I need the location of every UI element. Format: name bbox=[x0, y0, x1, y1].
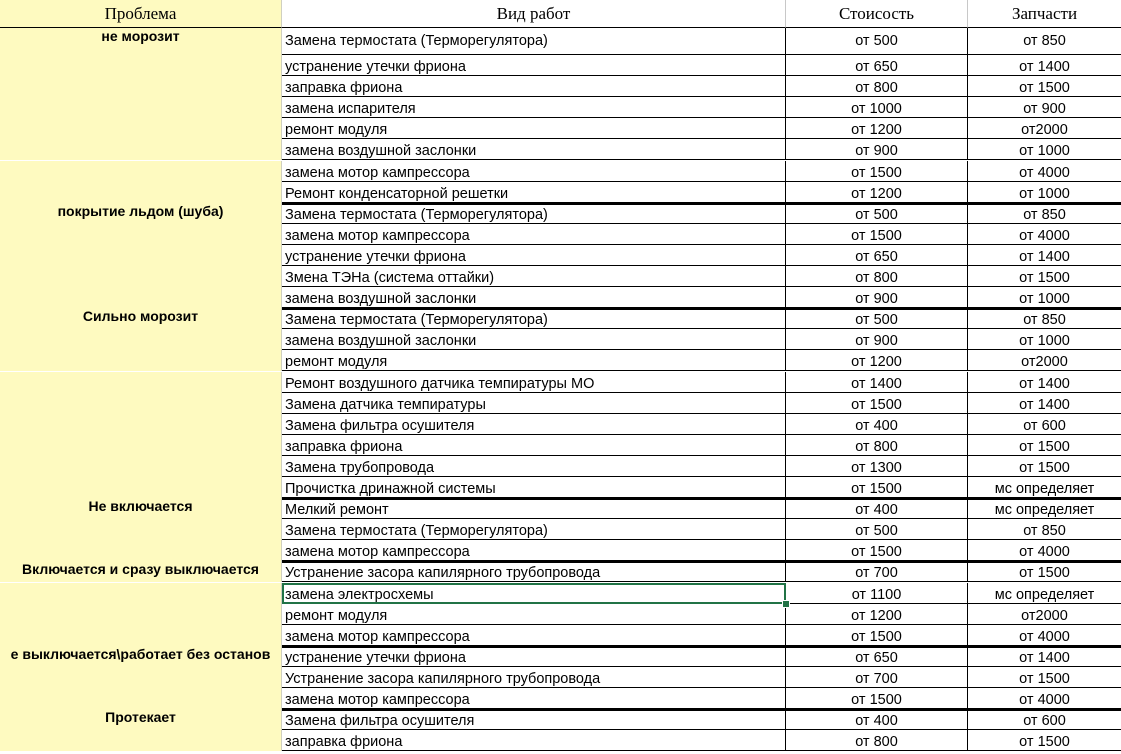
table-row bbox=[0, 625, 1121, 646]
work-type-cell[interactable]: Замена фильтра осушителя bbox=[282, 709, 786, 730]
cost-cell[interactable]: от 1200 bbox=[786, 118, 968, 139]
fill-handle[interactable] bbox=[782, 600, 790, 608]
parts-cell[interactable]: мс определяет bbox=[968, 583, 1121, 604]
cost-cell[interactable]: от 1500 bbox=[786, 477, 968, 498]
table-row bbox=[0, 372, 1121, 393]
parts-cell[interactable]: от 600 bbox=[968, 414, 1121, 435]
cost-cell[interactable]: от 1000 bbox=[786, 97, 968, 118]
table-row bbox=[0, 161, 1121, 182]
selected-cell[interactable]: замена электросхемы bbox=[282, 583, 786, 604]
parts-cell[interactable]: от 4000 bbox=[968, 224, 1121, 245]
table-row bbox=[0, 477, 1121, 498]
cost-cell[interactable]: от 900 bbox=[786, 287, 968, 308]
work-type-cell[interactable]: Замена термостата (Терморегулятора) bbox=[282, 203, 786, 224]
table-row bbox=[0, 97, 1121, 118]
parts-cell[interactable]: от 600 bbox=[968, 709, 1121, 730]
cost-cell[interactable]: от 500 bbox=[786, 28, 968, 55]
table-row bbox=[0, 139, 1121, 160]
work-type-cell[interactable]: замена воздушной заслонки bbox=[282, 287, 786, 308]
parts-cell[interactable]: от 850 bbox=[968, 519, 1121, 540]
problem-cell-empty[interactable] bbox=[0, 625, 282, 646]
problem-cell-empty[interactable] bbox=[0, 97, 282, 118]
parts-cell[interactable]: от 850 bbox=[968, 308, 1121, 329]
table-row bbox=[0, 224, 1121, 245]
work-type-cell[interactable]: заправка фриона bbox=[282, 76, 786, 97]
table-row bbox=[0, 604, 1121, 625]
cost-cell[interactable]: от 500 bbox=[786, 519, 968, 540]
table-row bbox=[0, 456, 1121, 477]
work-type-cell[interactable]: заправка фриона bbox=[282, 730, 786, 751]
problem-cell-empty[interactable] bbox=[0, 414, 282, 435]
problem-cell[interactable]: Сильно морозит bbox=[0, 308, 282, 329]
header-row bbox=[0, 0, 1121, 28]
parts-cell[interactable]: от 1400 bbox=[968, 55, 1121, 76]
cost-cell[interactable]: от 400 bbox=[786, 709, 968, 730]
cost-cell[interactable]: от 1500 bbox=[786, 161, 968, 182]
table-row bbox=[0, 540, 1121, 561]
table-row bbox=[0, 329, 1121, 350]
work-type-cell[interactable]: замена мотор кампрессора bbox=[282, 161, 786, 182]
problem-cell-empty[interactable] bbox=[0, 688, 282, 709]
cost-cell[interactable]: от 1500 bbox=[786, 625, 968, 646]
cost-cell[interactable]: от 650 bbox=[786, 245, 968, 266]
parts-cell[interactable]: от 850 bbox=[968, 203, 1121, 224]
parts-cell[interactable]: от 1400 bbox=[968, 372, 1121, 393]
work-type-cell[interactable]: устранение утечки фриона bbox=[282, 646, 786, 667]
parts-cell[interactable]: от 4000 bbox=[968, 540, 1121, 561]
table-row bbox=[0, 709, 1121, 730]
table-row bbox=[0, 287, 1121, 308]
cost-cell[interactable]: от 800 bbox=[786, 266, 968, 287]
table-row bbox=[0, 76, 1121, 97]
problem-cell-empty[interactable] bbox=[0, 350, 282, 371]
work-type-cell[interactable]: замена мотор кампрессора bbox=[282, 540, 786, 561]
work-type-cell[interactable]: Прочистка дринажной системы bbox=[282, 477, 786, 498]
parts-cell[interactable]: от 1000 bbox=[968, 287, 1121, 308]
cost-cell[interactable]: от 1200 bbox=[786, 350, 968, 371]
cost-cell[interactable]: от 1500 bbox=[786, 393, 968, 414]
table-row bbox=[0, 55, 1121, 76]
cost-cell[interactable]: от 1400 bbox=[786, 372, 968, 393]
work-type-cell[interactable]: заправка фриона bbox=[282, 435, 786, 456]
problem-cell-empty[interactable] bbox=[0, 329, 282, 350]
work-type-cell[interactable]: замена мотор кампрессора bbox=[282, 688, 786, 709]
parts-cell[interactable]: от 1400 bbox=[968, 393, 1121, 414]
parts-cell[interactable]: от 4000 bbox=[968, 688, 1121, 709]
table-row bbox=[0, 667, 1121, 688]
table-row bbox=[0, 393, 1121, 414]
work-type-cell[interactable]: устранение утечки фриона bbox=[282, 55, 786, 76]
problem-cell-empty[interactable] bbox=[0, 519, 282, 540]
parts-cell[interactable]: от2000 bbox=[968, 604, 1121, 625]
problem-cell-empty[interactable] bbox=[0, 287, 282, 308]
parts-cell[interactable]: от 1000 bbox=[968, 139, 1121, 160]
problem-cell[interactable]: е выключается\работает без останов bbox=[0, 646, 282, 667]
problem-cell-empty[interactable] bbox=[0, 55, 282, 76]
work-type-cell[interactable]: Замена термостата (Терморегулятора) bbox=[282, 519, 786, 540]
problem-cell-empty[interactable] bbox=[0, 583, 282, 604]
work-type-cell[interactable]: замена испарителя bbox=[282, 97, 786, 118]
table-row bbox=[0, 118, 1121, 139]
problem-cell-empty[interactable] bbox=[0, 182, 282, 203]
parts-cell[interactable]: мс определяет bbox=[968, 498, 1121, 519]
work-type-cell[interactable]: Замена трубопровода bbox=[282, 456, 786, 477]
cost-cell[interactable]: от 800 bbox=[786, 435, 968, 456]
work-type-cell[interactable]: замена воздушной заслонки bbox=[282, 329, 786, 350]
table-row bbox=[0, 498, 1121, 519]
cost-cell[interactable]: от 500 bbox=[786, 308, 968, 329]
work-type-cell[interactable]: ремонт модуля bbox=[282, 350, 786, 371]
work-type-cell[interactable]: замена мотор кампрессора bbox=[282, 625, 786, 646]
work-type-cell[interactable]: устранение утечки фриона bbox=[282, 245, 786, 266]
cost-cell[interactable]: от 1500 bbox=[786, 688, 968, 709]
problem-cell[interactable]: Не включается bbox=[0, 498, 282, 519]
cost-cell[interactable]: от 1500 bbox=[786, 540, 968, 561]
parts-cell[interactable]: от 850 bbox=[968, 28, 1121, 55]
cost-cell[interactable]: от 400 bbox=[786, 498, 968, 519]
work-type-cell[interactable]: замена воздушной заслонки bbox=[282, 139, 786, 160]
cost-cell[interactable]: от 1100 bbox=[786, 583, 968, 604]
table-row bbox=[0, 583, 1121, 604]
table-row bbox=[0, 245, 1121, 266]
problem-cell-empty[interactable] bbox=[0, 139, 282, 160]
parts-cell[interactable]: от 1000 bbox=[968, 329, 1121, 350]
problem-cell[interactable]: Включается и сразу выключается bbox=[0, 561, 282, 582]
cost-cell[interactable]: от 1500 bbox=[786, 224, 968, 245]
parts-cell[interactable]: от 1500 bbox=[968, 266, 1121, 287]
table-row bbox=[0, 561, 1121, 582]
problem-cell-empty[interactable] bbox=[0, 266, 282, 287]
work-type-cell[interactable]: Замена фильтра осушителя bbox=[282, 414, 786, 435]
work-type-cell[interactable]: Устранение засора капилярного трубопровода bbox=[282, 561, 786, 582]
table-row bbox=[0, 646, 1121, 667]
work-type-cell[interactable]: Змена ТЭНа (система оттайки) bbox=[282, 266, 786, 287]
parts-cell[interactable]: от 1400 bbox=[968, 646, 1121, 667]
problem-cell-empty[interactable] bbox=[0, 540, 282, 561]
parts-cell[interactable]: от2000 bbox=[968, 350, 1121, 371]
problem-cell-empty[interactable] bbox=[0, 161, 282, 182]
cost-cell[interactable]: от 1300 bbox=[786, 456, 968, 477]
work-type-cell[interactable]: Мелкий ремонт bbox=[282, 498, 786, 519]
table-row bbox=[0, 688, 1121, 709]
problem-cell-empty[interactable] bbox=[0, 730, 282, 751]
parts-cell[interactable]: от 4000 bbox=[968, 625, 1121, 646]
parts-cell[interactable]: от 4000 bbox=[968, 161, 1121, 182]
parts-cell[interactable]: мс определяет bbox=[968, 477, 1121, 498]
parts-cell[interactable]: от 1500 bbox=[968, 730, 1121, 751]
parts-cell[interactable]: от 900 bbox=[968, 97, 1121, 118]
work-type-cell[interactable]: Ремонт конденсаторной решетки bbox=[282, 182, 786, 203]
table-row bbox=[0, 350, 1121, 371]
cost-cell[interactable]: от 650 bbox=[786, 646, 968, 667]
problem-cell-empty[interactable] bbox=[0, 477, 282, 498]
cost-cell[interactable]: от 700 bbox=[786, 561, 968, 582]
parts-cell[interactable]: от 1500 bbox=[968, 667, 1121, 688]
problem-cell-empty[interactable] bbox=[0, 245, 282, 266]
work-type-cell[interactable]: Замена датчика темпиратуры bbox=[282, 393, 786, 414]
header-cost[interactable]: Стоисость bbox=[786, 0, 968, 28]
cost-cell[interactable]: от 500 bbox=[786, 203, 968, 224]
cost-cell[interactable]: от 700 bbox=[786, 667, 968, 688]
table-row bbox=[0, 730, 1121, 751]
table-row bbox=[0, 266, 1121, 287]
table-row bbox=[0, 519, 1121, 540]
work-type-cell[interactable]: ремонт модуля bbox=[282, 118, 786, 139]
cost-cell[interactable]: от 650 bbox=[786, 55, 968, 76]
work-type-cell[interactable]: Устранение засора капилярного трубопровода bbox=[282, 667, 786, 688]
cost-cell[interactable]: от 400 bbox=[786, 414, 968, 435]
problem-cell[interactable]: покрытие льдом (шуба) bbox=[0, 203, 282, 224]
cost-cell[interactable]: от 900 bbox=[786, 139, 968, 160]
parts-cell[interactable]: от 1500 bbox=[968, 456, 1121, 477]
header-parts[interactable]: Запчасти bbox=[968, 0, 1121, 28]
work-type-cell[interactable]: Ремонт воздушного датчика темпиратуры МО bbox=[282, 372, 786, 393]
parts-cell[interactable]: от2000 bbox=[968, 118, 1121, 139]
problem-cell-empty[interactable] bbox=[0, 667, 282, 688]
problem-cell-empty[interactable] bbox=[0, 456, 282, 477]
cost-cell[interactable]: от 800 bbox=[786, 76, 968, 97]
table-row bbox=[0, 308, 1121, 329]
table-row bbox=[0, 28, 1121, 55]
cost-cell[interactable]: от 900 bbox=[786, 329, 968, 350]
problem-cell-empty[interactable] bbox=[0, 435, 282, 456]
parts-cell[interactable]: от 1400 bbox=[968, 245, 1121, 266]
cost-cell[interactable]: от 1200 bbox=[786, 182, 968, 203]
problem-cell-empty[interactable] bbox=[0, 76, 282, 97]
work-type-cell[interactable]: Замена термостата (Терморегулятора) bbox=[282, 28, 786, 55]
table-row bbox=[0, 203, 1121, 224]
work-type-cell[interactable]: Замена термостата (Терморегулятора) bbox=[282, 308, 786, 329]
problem-cell-empty[interactable] bbox=[0, 118, 282, 139]
table-row bbox=[0, 182, 1121, 203]
table-row bbox=[0, 414, 1121, 435]
cost-cell[interactable]: от 800 bbox=[786, 730, 968, 751]
problem-cell[interactable]: не морозит bbox=[0, 28, 282, 55]
header-work-type[interactable]: Вид работ bbox=[282, 0, 786, 28]
problem-cell-empty[interactable] bbox=[0, 604, 282, 625]
table-row bbox=[0, 435, 1121, 456]
cost-cell[interactable]: от 1200 bbox=[786, 604, 968, 625]
problem-cell-empty[interactable] bbox=[0, 393, 282, 414]
header-problem[interactable]: Проблема bbox=[0, 0, 282, 28]
problem-cell[interactable]: Протекает bbox=[0, 709, 282, 730]
parts-cell[interactable]: от 1500 bbox=[968, 561, 1121, 582]
parts-cell[interactable]: от 1000 bbox=[968, 182, 1121, 203]
parts-cell[interactable]: от 1500 bbox=[968, 76, 1121, 97]
work-type-cell[interactable]: замена мотор кампрессора bbox=[282, 224, 786, 245]
parts-cell[interactable]: от 1500 bbox=[968, 435, 1121, 456]
problem-cell-empty[interactable] bbox=[0, 224, 282, 245]
problem-cell-empty[interactable] bbox=[0, 372, 282, 393]
work-type-cell[interactable]: ремонт модуля bbox=[282, 604, 786, 625]
